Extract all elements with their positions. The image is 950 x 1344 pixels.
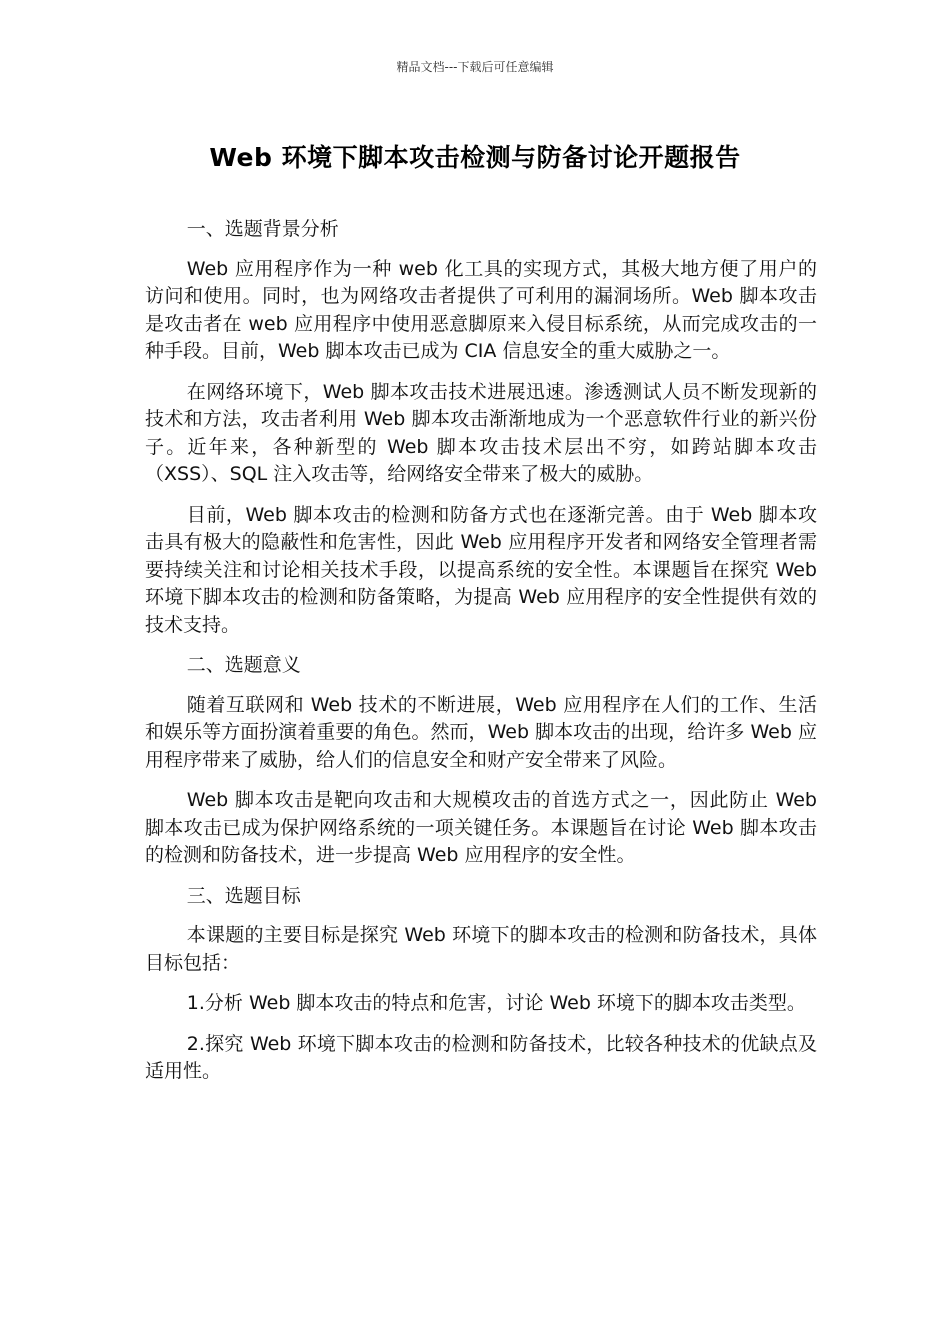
- list-item: 1.分析 Web 脚本攻击的特点和危害，讨论 Web 环境下的脚本攻击类型。: [186, 992, 806, 1014]
- document-body: [145, 216, 817, 1099]
- section-heading-goals: 三、选题目标: [186, 884, 301, 907]
- paragraph: Web 脚本攻击是靶向攻击和大规模攻击的首选方式之一，因此防止 Web 脚本攻击已成为保护网络系统的一项关键任务。本课题旨在讨论 Web 脚本攻击的检测和防备技术，进一步提高 Web 应用程序的安全性。: [145, 789, 817, 866]
- paragraph: 随着互联网和 Web 技术的不断进展，Web 应用程序在人们的工作、生活和娱乐等方面扮演着重要的角色。然而，Web 脚本攻击的出现，给许多 Web 应用程序带来了威胁，给人们的信息安全和财产安全带来了风险。: [145, 693, 817, 771]
- paragraph: 本课题的主要目标是探究 Web 环境下的脚本攻击的检测和防备技术，具体目标包括：: [145, 924, 817, 974]
- header-note: 精品文档---下载后可任意编辑: [396, 60, 554, 74]
- list-item: 2.探究 Web 环境下脚本攻击的检测和防备技术，比较各种技术的优缺点及适用性。: [145, 1032, 817, 1082]
- paragraph: 在网络环境下，Web 脚本攻击技术进展迅速。渗透测试人员不断发现新的技术和方法，攻击者利用 Web 脚本攻击渐渐地成为一个恶意软件行业的新兴份子。近年来，各种新型的 Web 脚本攻击技术层出不穷，如跨站脚本攻击（XSS）、SQL 注入攻击等，给网络安全带来了极大的威胁。: [145, 380, 817, 485]
- section-heading-background: 一、选题背景分析: [186, 218, 339, 240]
- paragraph: Web 应用程序作为一种 web 化工具的实现方式，其极大地方便了用户的访问和使用。同时，也为网络攻击者提供了可利用的漏洞场所。Web 脚本攻击是攻击者在 web 应用程序中使用恶意脚原来入侵目标系统，从而完成攻击的一种手段。目前，Web 脚本攻击已成为 CIA 信息安全的重大威胁之一。: [145, 257, 817, 362]
- paragraph: 目前，Web 脚本攻击的检测和防备方式也在逐渐完善。由于 Web 脚本攻击具有极大的隐蔽性和危害性，因此 Web 应用程序开发者和网络安全管理者需要持续关注和讨论相关技术手段，以提高系统的安全性。本课题旨在探究 Web 环境下脚本攻击的检测和防备策略，为提高 Web 应用程序的安全性提供有效的技术支持。: [145, 503, 817, 636]
- section-heading-significance: 二、选题意义: [186, 654, 301, 676]
- document-title: Web 环境下脚本攻击检测与防备讨论开题报告: [209, 143, 741, 172]
